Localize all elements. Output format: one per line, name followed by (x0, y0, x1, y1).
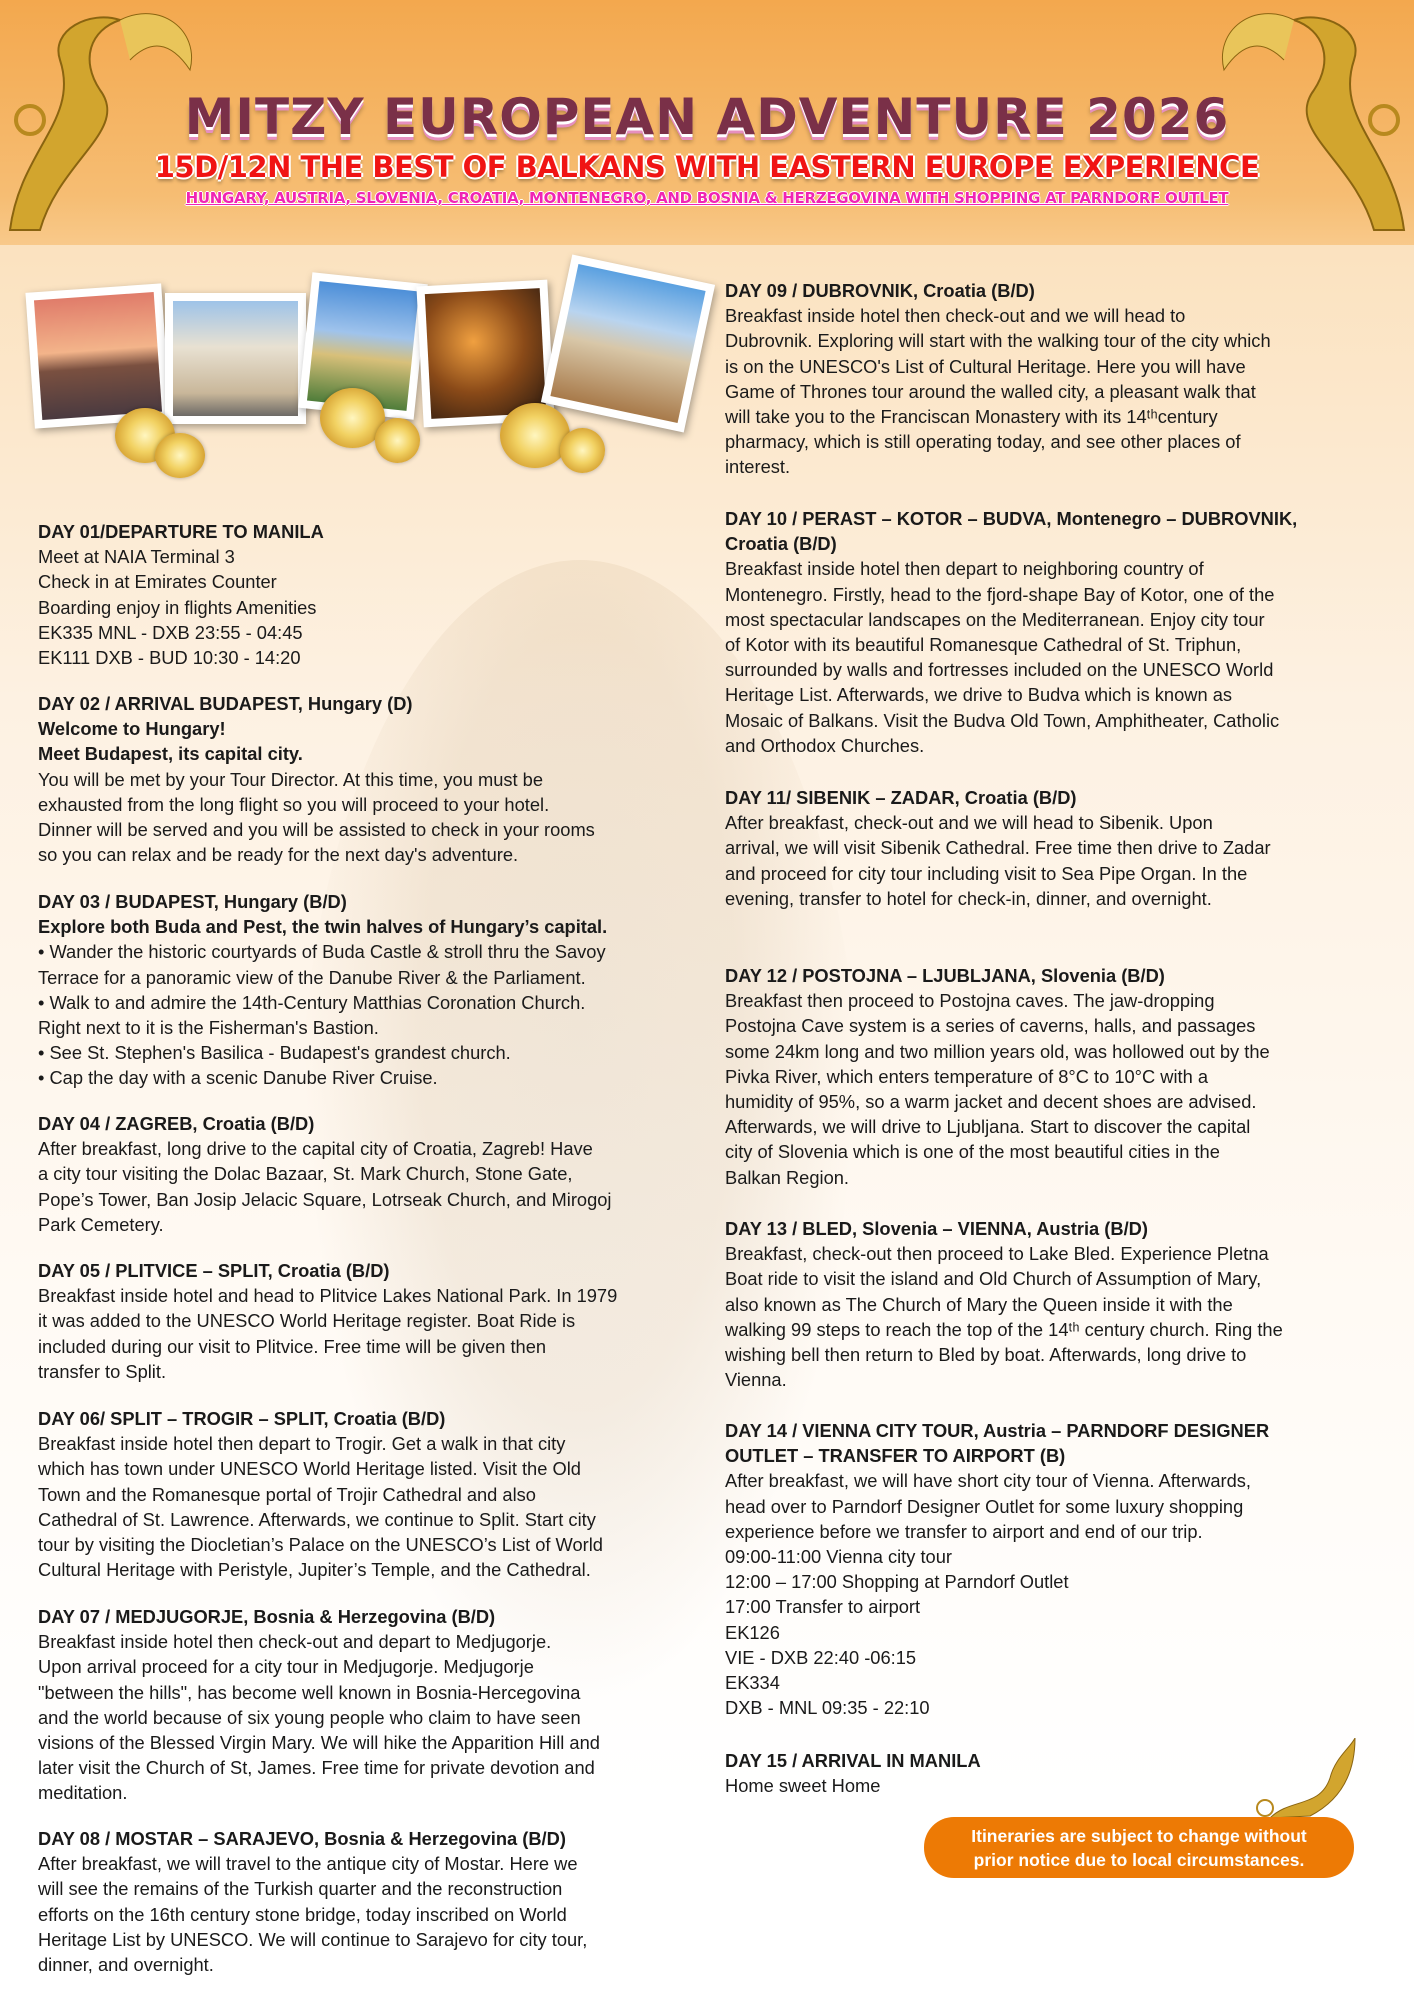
day-text-line: it was added to the UNESCO World Heritage register. Boat Ride is (38, 1310, 576, 1332)
day-text-line: city of Slovenia which is one of the most beautiful cities in the (725, 1141, 1220, 1163)
day-title: DAY 15 / ARRIVAL IN MANILA (725, 1750, 981, 1771)
day-title: DAY 01/DEPARTURE TO MANILA (38, 521, 324, 542)
day-text-line: Upon arrival proceed for a city tour in Medjugorje. Medjugorje (38, 1656, 534, 1678)
photo-matthias-church (541, 254, 715, 432)
day-text-line: Pope’s Tower, Ban Josip Jelacic Square, Lotrseak Church, and Mirogoj (38, 1188, 612, 1210)
day-text-line: arrival, we will visit Sibenik Cathedral. Free time then drive to Zadar (725, 837, 1271, 859)
day-text-line: visions of the Blessed Virgin Mary. We will hike the Apparition Hill and (38, 1732, 600, 1754)
photo-collage (20, 258, 710, 493)
day-text-line: Breakfast then proceed to Postojna caves. The jaw-dropping (725, 990, 1215, 1012)
day-text-line: meditation. (38, 1782, 128, 1804)
day-text-line: Park Cemetery. (38, 1213, 164, 1235)
photo-budapest-parliament (25, 283, 170, 428)
day-section (38, 519, 324, 670)
day-text-line: a city tour visiting the Dolac Bazaar, St. Mark Church, Stone Gate, (38, 1163, 573, 1185)
day-text-line: later visit the Church of St, James. Free time for private devotion and (38, 1757, 595, 1779)
day-text-line: transfer to Split. (38, 1360, 167, 1382)
day-section (38, 1258, 617, 1384)
day-text-line: experience before we transfer to airport and end of our trip. (725, 1520, 1203, 1542)
page-title: MITZY EUROPEAN ADVENTURE 2026 (184, 88, 1230, 146)
tour-subtitle: 15D/12N THE BEST OF BALKANS WITH EASTERN EUROPE EXPERIENCE (154, 150, 1260, 184)
day-text-line: of Kotor with its beautiful Romanesque Cathedral of St. Triphun, (725, 634, 1242, 656)
day-text-line: most spectacular landscapes on the Mediterranean. Enjoy city tour (725, 608, 1265, 630)
day-section (725, 1216, 1283, 1392)
day-text-line: Heritage List by UNESCO. We will continue to Sarajevo for city tour, (38, 1928, 588, 1950)
day-text-line: After breakfast, check-out and we will head to Sibenik. Upon (725, 812, 1213, 834)
day-title: DAY 10 / PERAST – KOTOR – BUDVA, Montenegro – DUBROVNIK, (725, 508, 1298, 529)
day-section (38, 1826, 587, 1977)
countries-line: HUNGARY, AUSTRIA, SLOVENIA, CROATIA, MONTENEGRO, AND BOSNIA & HERZEGOVINA WITH SHOPPING AT PARNDORF OUTLET (185, 189, 1229, 207)
day-text-line: Vienna. (725, 1369, 787, 1391)
day-text-line: evening, transfer to hotel for check-in, dinner, and overnight. (725, 887, 1212, 909)
day-text-line: will take you to the Franciscan Monastery with its 14ᵗʰcentury (725, 406, 1218, 428)
day-text-line: dinner, and overnight. (38, 1954, 214, 1976)
day-text-line: • Wander the historic courtyards of Buda Castle & stroll thru the Savoy (38, 941, 606, 963)
day-section (38, 1604, 600, 1806)
day-text-line: You will be met by your Tour Director. At this time, you must be (38, 768, 543, 790)
day-text-line: • Cap the day with a scenic Danube River Cruise. (38, 1067, 438, 1089)
day-text-line: Boarding enjoy in flights Amenities (38, 596, 317, 618)
day-text-line: Breakfast inside hotel and head to Plitvice Lakes National Park. In 1979 (38, 1285, 618, 1307)
day-text-line: Town and the Romanesque portal of Trojir Cathedral and also (38, 1483, 536, 1505)
day-highlight: Croatia (B/D) (725, 533, 837, 555)
day-text-line: After breakfast, long drive to the capital city of Croatia, Zagreb! Have (38, 1138, 593, 1160)
day-title: DAY 13 / BLED, Slovenia – VIENNA, Austria (B/D) (725, 1218, 1148, 1239)
day-text-line: 12:00 – 17:00 Shopping at Parndorf Outlet (725, 1571, 1069, 1593)
day-section (725, 506, 1297, 758)
day-text-line: surrounded by walls and fortresses included on the UNESCO World (725, 659, 1274, 681)
day-section (725, 1418, 1269, 1720)
day-title: DAY 09 / DUBROVNIK, Croatia (B/D) (725, 280, 1035, 301)
day-text-line: humidity of 95%, so a warm jacket and decent shoes are advised. (725, 1091, 1257, 1113)
day-text-line: Heritage List. Afterwards, we drive to Budva which is known as (725, 684, 1233, 706)
day-text-line: 09:00-11:00 Vienna city tour (725, 1546, 952, 1568)
day-section (38, 691, 595, 867)
day-text-line: Game of Thrones tour around the walled city, a pleasant walk that (725, 380, 1256, 402)
day-text-line: included during our visit to Plitvice. Free time will be given then (38, 1335, 547, 1357)
day-highlight: Welcome to Hungary! (38, 718, 226, 740)
day-text-line: "between the hills", has become well known in Bosnia-Hercegovina (38, 1681, 581, 1703)
day-text-line: and proceed for city tour including visit to Sea Pipe Organ. In the (725, 862, 1248, 884)
day-text-line: Postojna Cave system is a series of caverns, halls, and passages (725, 1015, 1256, 1037)
disclaimer-line-2: prior notice due to local circumstances. (973, 1849, 1305, 1870)
day-text-line: Boat ride to visit the island and Old Church of Assumption of Mary, (725, 1268, 1262, 1290)
day-text-line: Cultural Heritage with Peristyle, Jupiter’s Temple, and the Cathedral. (38, 1559, 591, 1581)
day-section (38, 1406, 603, 1582)
day-highlight: Explore both Buda and Pest, the twin halves of Hungary’s capital. (38, 916, 608, 938)
day-section (38, 889, 607, 1091)
day-highlight: Meet Budapest, its capital city. (38, 743, 303, 765)
day-text-line: and Orthodox Churches. (725, 734, 925, 756)
rose-decoration-icon (155, 433, 205, 478)
day-title: DAY 07 / MEDJUGORJE, Bosnia & Herzegovina (B/D) (38, 1606, 496, 1627)
day-section (38, 1111, 611, 1237)
day-title: DAY 05 / PLITVICE – SPLIT, Croatia (B/D) (38, 1260, 390, 1281)
day-text-line: walking 99 steps to reach the top of the 14ᵗʰ century church. Ring the (725, 1318, 1283, 1340)
day-title: DAY 11/ SIBENIK – ZADAR, Croatia (B/D) (725, 787, 1077, 808)
day-text-line: Terrace for a panoramic view of the Danube River & the Parliament. (38, 966, 586, 988)
day-section (725, 278, 1271, 480)
header-banner (0, 0, 1414, 245)
rose-decoration-icon (500, 403, 570, 468)
day-text-line: so you can relax and be ready for the next day's adventure. (38, 844, 519, 866)
disclaimer-line-1: Itineraries are subject to change without (971, 1825, 1307, 1846)
day-text-line: interest. (725, 456, 791, 478)
day-text-line: Breakfast inside hotel then depart to Trogir. Get a walk in that city (38, 1433, 566, 1455)
day-text-line: Dubrovnik. Exploring will start with the walking tour of the city which (725, 330, 1271, 352)
rose-decoration-icon (375, 418, 420, 463)
day-text-line: After breakfast, we will travel to the antique city of Mostar. Here we (38, 1853, 578, 1875)
day-text-line: Right next to it is the Fisherman's Bastion. (38, 1017, 379, 1039)
day-text-line: EK111 DXB - BUD 10:30 - 14:20 (38, 647, 301, 669)
day-text-line: Dinner will be served and you will be assisted to check in your rooms (38, 819, 595, 841)
day-title: DAY 03 / BUDAPEST, Hungary (B/D) (38, 891, 347, 912)
day-text-line: and the world because of six young people who claim to have seen (38, 1706, 581, 1728)
day-title: DAY 12 / POSTOJNA – LJUBLJANA, Slovenia (B/D) (725, 965, 1165, 986)
day-text-line: • Walk to and admire the 14th-Century Matthias Coronation Church. (38, 991, 586, 1013)
day-text-line: Balkan Region. (725, 1166, 849, 1188)
rose-decoration-icon (560, 428, 605, 473)
day-text-line: Cathedral of St. Lawrence. Afterwards, we continue to Split. Start city (38, 1508, 596, 1530)
day-text-line: also known as The Church of Mary the Queen inside it with the (725, 1293, 1233, 1315)
day-title: DAY 14 / VIENNA CITY TOUR, Austria – PARNDORF DESIGNER (725, 1420, 1270, 1441)
gold-swirl-ornament-icon (1250, 1738, 1360, 1822)
day-text-line: After breakfast, we will have short city tour of Vienna. Afterwards, (725, 1470, 1251, 1492)
day-title: DAY 04 / ZAGREB, Croatia (B/D) (38, 1113, 315, 1134)
day-text-line: exhausted from the long flight so you will proceed to your hotel. (38, 793, 550, 815)
day-text-line: which has town under UNESCO World Heritage listed. Visit the Old (38, 1458, 581, 1480)
day-text-line: Pivka River, which enters temperature of 8°C to 10°C with a (725, 1065, 1209, 1087)
day-text-line: wishing bell then return to Bled by boat. Afterwards, long drive to (725, 1344, 1247, 1366)
disclaimer-note (924, 1817, 1354, 1878)
day-text-line: pharmacy, which is still operating today, and see other places of (725, 431, 1241, 453)
day-title: DAY 08 / MOSTAR – SARAJEVO, Bosnia & Herzegovina (B/D) (38, 1828, 566, 1849)
day-text-line: Breakfast inside hotel then depart to neighboring country of (725, 558, 1204, 580)
day-highlight: OUTLET – TRANSFER TO AIRPORT (B) (725, 1445, 1066, 1467)
day-title: DAY 02 / ARRIVAL BUDAPEST, Hungary (D) (38, 693, 413, 714)
day-text-line: • See St. Stephen's Basilica - Budapest's grandest church. (38, 1042, 511, 1064)
day-text-line: Check in at Emirates Counter (38, 571, 277, 593)
day-text-line: efforts on the 16th century stone bridge, today inscribed on World (38, 1903, 567, 1925)
day-text-line: Breakfast inside hotel then check-out and we will head to (725, 305, 1186, 327)
day-text-line: EK335 MNL - DXB 23:55 - 04:45 (38, 621, 303, 643)
day-text-line: Mosaic of Balkans. Visit the Budva Old Town, Amphitheater, Catholic (725, 709, 1280, 731)
day-text-line: Meet at NAIA Terminal 3 (38, 546, 235, 568)
day-text-line: Afterwards, we will drive to Ljubljana. Start to discover the capital (725, 1116, 1251, 1138)
day-text-line: EK334 (725, 1672, 780, 1694)
day-section (725, 1748, 981, 1798)
photo-zagreb-square (165, 293, 306, 424)
day-text-line: is on the UNESCO's List of Cultural Heritage. Here you will have (725, 355, 1246, 377)
day-section (725, 963, 1270, 1190)
day-text-line: VIE - DXB 22:40 -06:15 (725, 1646, 917, 1668)
day-text-line: will see the remains of the Turkish quarter and the reconstruction (38, 1878, 563, 1900)
day-text-line: 17:00 Transfer to airport (725, 1596, 921, 1618)
day-text-line: Breakfast, check-out then proceed to Lake Bled. Experience Pletna (725, 1243, 1269, 1265)
day-title: DAY 06/ SPLIT – TROGIR – SPLIT, Croatia (B/D) (38, 1408, 446, 1429)
day-text-line: Breakfast inside hotel then check-out and depart to Medjugorje. (38, 1631, 552, 1653)
day-text-line: DXB - MNL 09:35 - 22:10 (725, 1697, 930, 1719)
day-text-line: tour by visiting the Diocletian’s Palace on the UNESCO’s List of World (38, 1534, 603, 1556)
day-text-line: Home sweet Home (725, 1775, 881, 1797)
day-section (725, 785, 1271, 911)
day-text-line: EK126 (725, 1621, 780, 1643)
day-text-line: head over to Parndorf Designer Outlet for some luxury shopping (725, 1495, 1244, 1517)
day-text-line: Montenegro. Firstly, head to the fjord-shape Bay of Kotor, one of the (725, 583, 1275, 605)
day-text-line: some 24km long and two million years old, was hollowed out by the (725, 1040, 1270, 1062)
